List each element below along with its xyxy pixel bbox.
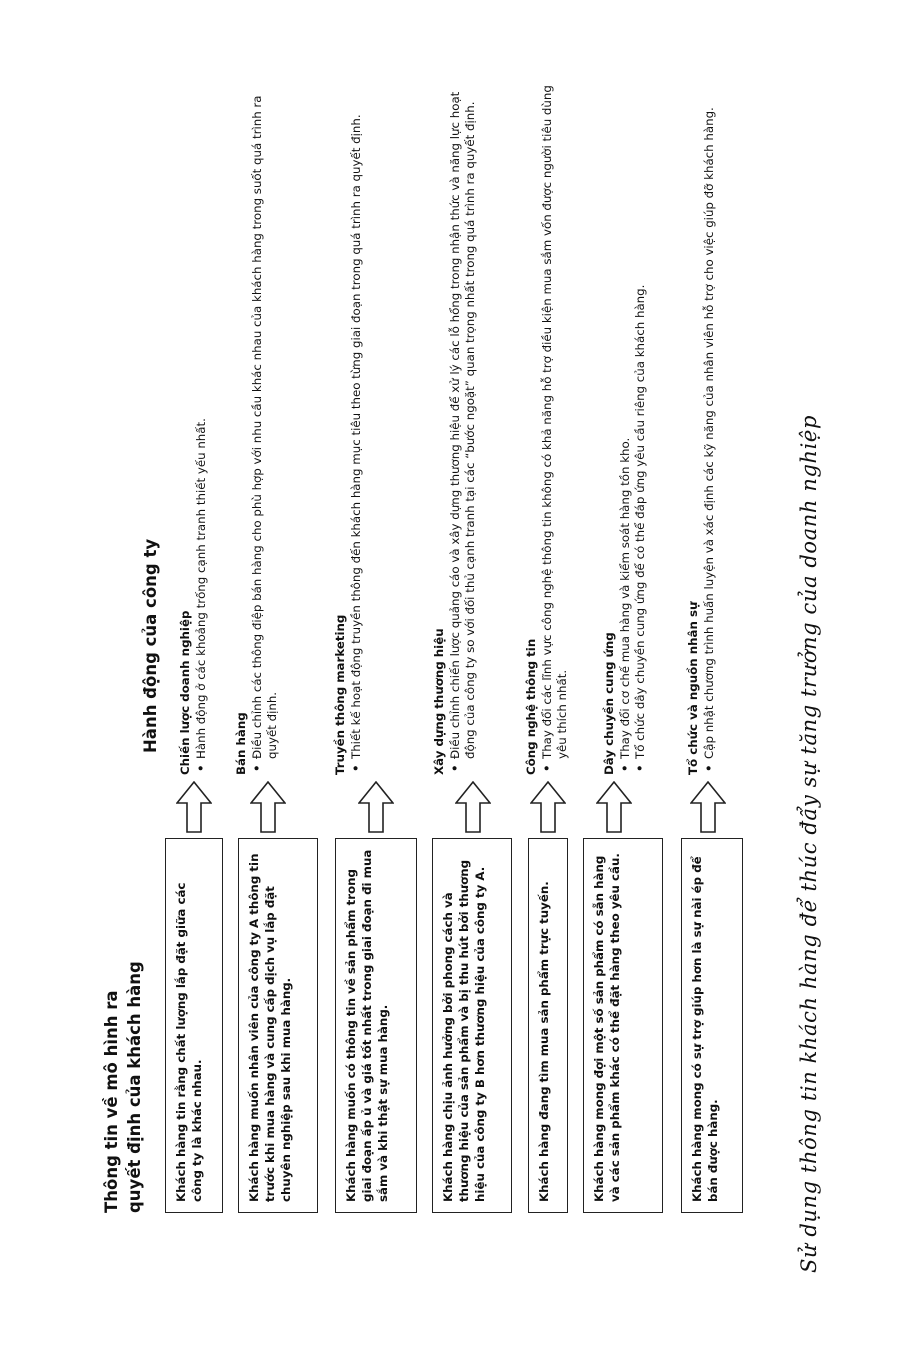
action-item: • Điều chỉnh chiến lược quảng cáo và xây dựng thương hiệu để xử lý các lỗ hổng trong nhận thức và năng lực hoạt động của công ty so với đối thủ cạnh tranh tại các “bước ngoặt” quan trọng nhất trong quá trình ra quyết định. — [448, 75, 479, 775]
right-arrow-icon — [358, 781, 394, 833]
action-block — [686, 75, 717, 775]
customer-info-heading: Thông tin về mô hình ra quyết định của khách hàng — [102, 961, 144, 1213]
action-list — [540, 75, 571, 775]
company-action-heading: Hành động của công ty — [141, 538, 160, 753]
customer-info-box: Khách hàng mong có sự trợ giúp hơn là sự nài ép để bán được hàng. — [681, 838, 743, 1213]
right-arrow-icon — [250, 781, 286, 833]
action-title: Chiến lược doanh nghiệp — [178, 610, 192, 775]
action-list — [618, 75, 649, 775]
action-block — [432, 75, 479, 775]
figure-caption: Sử dụng thông tin khách hàng để thúc đẩy sự tăng trưởng của doanh nghiệp — [797, 415, 821, 1273]
customer-info-box: Khách hàng muốn có thông tin về sản phẩm trong giai đoạn ấp ủ và giá tốt nhất trong giai đoạn đi mua sắm và khi thật sự mua hàng. — [335, 838, 417, 1213]
action-title: Tổ chức và nguồn nhân sự — [686, 601, 700, 775]
right-arrow-icon — [596, 781, 632, 833]
action-list — [702, 75, 718, 775]
action-item: • Hành động ở các khoảng trống cạnh tranh thiết yếu nhất. — [194, 75, 210, 775]
customer-info-box: Khách hàng đang tìm mua sản phẩm trực tuyến. — [528, 838, 568, 1213]
action-list — [250, 75, 281, 775]
action-block — [234, 75, 281, 775]
customer-info-box: Khách hàng chịu ảnh hưởng bởi phong cách và thương hiệu của sản phẩm và bị thu hút bởi thương hiệu của công ty B hơn thương hiệu của công ty A. — [432, 838, 512, 1213]
action-title: Công nghệ thông tin — [524, 638, 538, 775]
action-block — [524, 75, 571, 775]
customer-info-box: Khách hàng muốn nhân viên của công ty A thông tin trước khi mua hàng và cung cấp dịch vụ lắp đặt chuyên nghiệp sau khi mua hàng. — [238, 838, 318, 1213]
action-block — [333, 75, 364, 775]
action-title: Truyền thông marketing — [333, 614, 347, 775]
action-block — [602, 75, 649, 775]
action-item: • Thiết kế hoạt động truyền thông đến khách hàng mục tiêu theo từng giai đoạn trong quá trình ra quyết định. — [349, 75, 365, 775]
action-item: • Thay đổi các lĩnh vực công nghệ thông tin không có khả năng hỗ trợ điều kiện mua sắm vốn được người tiêu dùng yêu thích nhất. — [540, 75, 571, 775]
action-item: • Thay đổi cơ chế mua hàng và kiểm soát hàng tồn kho. — [618, 75, 634, 775]
action-title: Bán hàng — [234, 712, 248, 775]
right-arrow-icon — [455, 781, 491, 833]
action-list — [448, 75, 479, 775]
right-arrow-icon — [690, 781, 726, 833]
right-arrow-icon — [176, 781, 212, 833]
action-list — [349, 75, 365, 775]
action-item: • Tổ chức dây chuyền cung ứng để có thể đáp ứng yêu cầu riêng của khách hàng. — [633, 75, 649, 775]
action-title: Dây chuyền cung ứng — [602, 632, 616, 775]
right-arrow-icon — [530, 781, 566, 833]
action-block — [178, 75, 209, 775]
action-item: • Điều chỉnh các thông điệp bán hàng cho phù hợp với nhu cầu khác nhau của khách hàng trong suốt quá trình ra quyết định. — [250, 75, 281, 775]
customer-info-box: Khách hàng tin rằng chất lượng lắp đặt giữa các công ty là khác nhau. — [165, 838, 223, 1213]
action-item: • Cập nhật chương trình huấn luyện và xác định các kỹ năng của nhân viên hỗ trợ cho việc giúp đỡ khách hàng. — [702, 75, 718, 775]
action-list — [194, 75, 210, 775]
customer-info-box: Khách hàng mong đợi một số sản phẩm có sẵn hàng và các sản phẩm khác có thể đặt hàng theo yêu cầu. — [583, 838, 663, 1213]
action-title: Xây dựng thương hiệu — [432, 628, 446, 775]
